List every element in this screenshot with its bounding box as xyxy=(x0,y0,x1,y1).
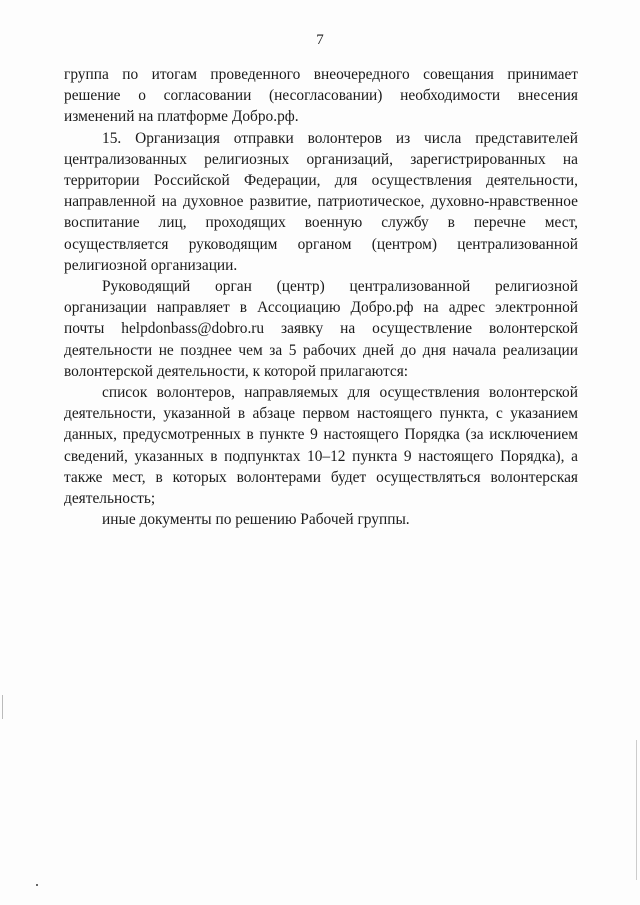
page-number: 7 xyxy=(316,32,324,48)
scan-margin-mark xyxy=(2,695,3,719)
paragraph-volunteer-list: список волонтеров, направляемых для осуществления волонтерской деятельности, указанной в абзаце первом настоящего пункта, с указанием данных, предусмотренных в пункте 9 настоящего Порядка (за исключением сведений, указанных в подпунктах 10–12 пункта 9 настоящего Порядка), а также мест, в которых волонтерами будет осуществляться волонтерская деятельность; xyxy=(64,384,578,508)
scan-speck xyxy=(36,884,38,886)
scan-edge-line xyxy=(636,740,637,880)
paragraph-continuation: группа по итогам проведенного внеочередного совещания принимает решение о согласовании (несогласовании) необходимости внесения изменений на платформе Добро.рф. xyxy=(64,66,578,126)
paragraph-other-documents: иные документы по решению Рабочей группы. xyxy=(102,511,410,529)
paragraph-application: Руководящий орган (центр) централизованной религиозной организации направляет в Ассоциацию Добро.рф на адрес электронной почты helpdonbass@dobro.ru заявку на осуществление волонтерской деятельности не позднее чем за 5 рабочих дней до дня начала реализации волонтерской деятельности, к которой прилагаются: xyxy=(64,278,578,380)
paragraph-item-15: 15. Организация отправки волонтеров из числа представителей централизованных религиозных организаций, зарегистрированных на территории Российской Федерации, для осуществления деятельности, направленной на духовное развитие, патриотическое, духовно-нравственное воспитание лиц, проходящих военную службу в перечне мест, осуществляется руководящим органом (центром) централизованной религиозной организации. xyxy=(64,129,578,274)
document-body xyxy=(64,64,578,530)
